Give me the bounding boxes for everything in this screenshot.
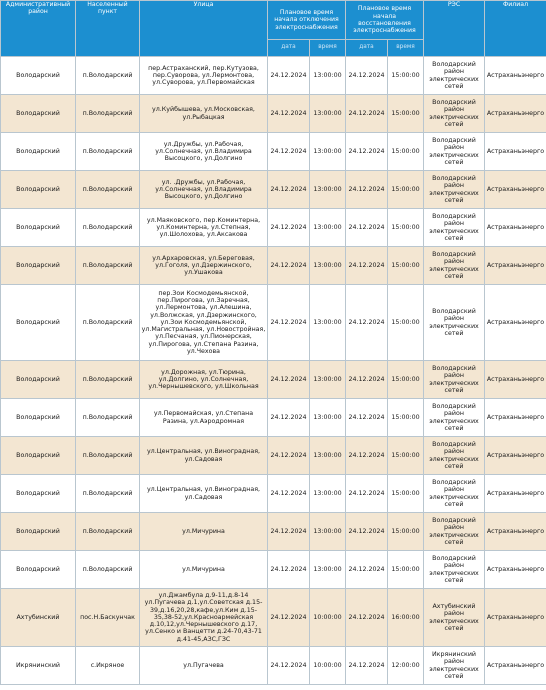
cell-res: Володарский район электрических сетей	[424, 551, 485, 589]
cell-res: Володарский район электрических сетей	[424, 475, 485, 513]
cell-off-date: 24.12.2024	[268, 209, 310, 247]
cell-off-time: 13:00:00	[310, 437, 346, 475]
cell-on-date: 24.12.2024	[346, 361, 388, 399]
table-row	[1, 399, 546, 437]
cell-settlement: п.Володарский	[76, 361, 140, 399]
cell-district: Володарский	[1, 437, 76, 475]
cell-off-time: 13:00:00	[310, 247, 346, 285]
cell-on-date: 24.12.2024	[346, 95, 388, 133]
cell-on-time: 15:00:00	[388, 361, 424, 399]
cell-off-time: 13:00:00	[310, 133, 346, 171]
cell-on-time: 15:00:00	[388, 133, 424, 171]
table-row	[1, 209, 546, 247]
cell-settlement: п.Володарский	[76, 247, 140, 285]
cell-settlement: п.Володарский	[76, 475, 140, 513]
table-row	[1, 437, 546, 475]
table-row	[1, 551, 546, 589]
cell-settlement: п.Володарский	[76, 437, 140, 475]
cell-on-time: 15:00:00	[388, 209, 424, 247]
header-res[interactable]: РЭС	[424, 1, 485, 57]
cell-district: Володарский	[1, 513, 76, 551]
cell-on-date: 24.12.2024	[346, 589, 388, 647]
cell-district: Володарский	[1, 247, 76, 285]
cell-res: Ахтубинский район электрических сетей	[424, 589, 485, 647]
cell-on-time: 15:00:00	[388, 475, 424, 513]
cell-off-date: 24.12.2024	[268, 513, 310, 551]
cell-off-date: 24.12.2024	[268, 647, 310, 685]
cell-res: Володарский район электрических сетей	[424, 133, 485, 171]
subheader-on-date: дата	[346, 40, 388, 57]
cell-on-time: 15:00:00	[388, 171, 424, 209]
cell-settlement: п.Володарский	[76, 399, 140, 437]
subheader-off-time: время	[310, 40, 346, 57]
cell-on-date: 24.12.2024	[346, 247, 388, 285]
cell-branch: Астраханьэнерго	[485, 133, 546, 171]
cell-street: ул.Мичурина	[140, 513, 268, 551]
cell-on-date: 24.12.2024	[346, 171, 388, 209]
subheader-off-date: дата	[268, 40, 310, 57]
cell-on-date: 24.12.2024	[346, 133, 388, 171]
cell-on-time: 15:00:00	[388, 513, 424, 551]
cell-street: ул.Джамбула д.9-11,д.8-14 ул.Пугачева д.1,ул.Советская д.15-39,д.16,20,28,кафе,ул.Ким д.15-35,38-52,ул.Красноармейская д.10,12,ул.Чернышевского д.17, ул.Сенко и Ванцетти д.24-70,43-71 д.41-45,АЗС,ГЗС	[140, 589, 268, 647]
cell-street: ул.Центральная, ул.Виноградная, ул.Садовая	[140, 437, 268, 475]
cell-district: Володарский	[1, 133, 76, 171]
cell-district: Володарский	[1, 551, 76, 589]
cell-off-time: 13:00:00	[310, 475, 346, 513]
cell-off-date: 24.12.2024	[268, 589, 310, 647]
cell-on-time: 15:00:00	[388, 551, 424, 589]
cell-settlement: п.Володарский	[76, 209, 140, 247]
cell-res: Володарский район электрических сетей	[424, 285, 485, 361]
cell-on-time: 15:00:00	[388, 399, 424, 437]
cell-on-time: 16:00:00	[388, 589, 424, 647]
cell-street: ул.Мичурина	[140, 551, 268, 589]
cell-on-time: 15:00:00	[388, 247, 424, 285]
table-row	[1, 247, 546, 285]
cell-off-time: 13:00:00	[310, 209, 346, 247]
table-row	[1, 285, 546, 361]
cell-district: Володарский	[1, 95, 76, 133]
cell-branch: Астраханьэнерго	[485, 437, 546, 475]
cell-off-time: 13:00:00	[310, 57, 346, 95]
cell-settlement: п.Володарский	[76, 551, 140, 589]
cell-off-date: 24.12.2024	[268, 437, 310, 475]
table-row	[1, 513, 546, 551]
cell-off-date: 24.12.2024	[268, 247, 310, 285]
cell-res: Володарский район электрических сетей	[424, 95, 485, 133]
table-row	[1, 57, 546, 95]
cell-on-date: 24.12.2024	[346, 475, 388, 513]
cell-res: Володарский район электрических сетей	[424, 399, 485, 437]
table-body	[1, 57, 546, 685]
table-row	[1, 475, 546, 513]
cell-on-date: 24.12.2024	[346, 57, 388, 95]
cell-branch: Астраханьэнерго	[485, 209, 546, 247]
cell-street: пер.Астраханский, пер.Кутузова, пер.Суворова, ул.Лермонтова, ул.Суворова, ул.Первомайская	[140, 57, 268, 95]
cell-on-time: 15:00:00	[388, 285, 424, 361]
cell-on-date: 24.12.2024	[346, 399, 388, 437]
cell-branch: Астраханьэнерго	[485, 247, 546, 285]
header-row	[1, 1, 546, 40]
cell-off-time: 13:00:00	[310, 513, 346, 551]
cell-off-date: 24.12.2024	[268, 285, 310, 361]
cell-street: ул.Маяковского, пер.Коминтерна, ул.Коминтерна, ул.Степная, ул.Шолохова, ул.Аксакова	[140, 209, 268, 247]
cell-settlement: п.Володарский	[76, 285, 140, 361]
cell-on-date: 24.12.2024	[346, 513, 388, 551]
cell-off-date: 24.12.2024	[268, 361, 310, 399]
cell-on-date: 24.12.2024	[346, 551, 388, 589]
cell-district: Володарский	[1, 399, 76, 437]
header-planned-off[interactable]: Плановое время начала отключения электроснабжения	[268, 1, 346, 40]
cell-res: Володарский район электрических сетей	[424, 437, 485, 475]
cell-branch: Астраханьэнерго	[485, 171, 546, 209]
cell-on-date: 24.12.2024	[346, 647, 388, 685]
cell-off-date: 24.12.2024	[268, 57, 310, 95]
cell-off-date: 24.12.2024	[268, 475, 310, 513]
cell-street: ул.Дружбы, ул.Рабочая, ул.Солнечная, ул.Владимира Высоцкого, ул.Долгино	[140, 133, 268, 171]
cell-branch: Астраханьэнерго	[485, 285, 546, 361]
cell-on-date: 24.12.2024	[346, 209, 388, 247]
table-row	[1, 171, 546, 209]
cell-street: пер.Зои Космодемьянской, пер.Пирогова, ул.Заречная, ул.Лермонтова, ул.Алешина, ул.Волжская, ул.Дзержинского, ул.Зои Космодемьянской, ул.Магистральная, ул.Новостройная, ул.Песчаная, ул.Пионерская, ул.Пирогова, ул.Степана Разина, ул.Чехова	[140, 285, 268, 361]
cell-district: Володарский	[1, 361, 76, 399]
cell-res: Володарский район электрических сетей	[424, 247, 485, 285]
cell-district: Володарский	[1, 57, 76, 95]
cell-off-date: 24.12.2024	[268, 133, 310, 171]
table-row	[1, 95, 546, 133]
cell-off-time: 13:00:00	[310, 95, 346, 133]
cell-district: Икрянинский	[1, 647, 76, 685]
cell-res: Володарский район электрических сетей	[424, 513, 485, 551]
cell-settlement: п.Володарский	[76, 133, 140, 171]
cell-street: ул.Пугачева	[140, 647, 268, 685]
cell-on-time: 15:00:00	[388, 437, 424, 475]
cell-branch: Астраханьэнерго	[485, 475, 546, 513]
cell-res: Володарский район электрических сетей	[424, 171, 485, 209]
header-planned-on[interactable]: Плановое время начала восстановления электроснабжения	[346, 1, 424, 40]
cell-res: Икрянинский район электрических сетей	[424, 647, 485, 685]
subheader-on-time: время	[388, 40, 424, 57]
cell-settlement: п.Володарский	[76, 95, 140, 133]
cell-settlement: п.Володарский	[76, 171, 140, 209]
cell-res: Володарский район электрических сетей	[424, 361, 485, 399]
cell-branch: Астраханьэнерго	[485, 95, 546, 133]
cell-street: ул.Первомайская, ул.Степана Разина, ул.Аэродромная	[140, 399, 268, 437]
cell-district: Володарский	[1, 285, 76, 361]
cell-street: ул. .Дружбы, ул.Рабочая, ул.Солнечная, ул.Владимира Высоцкого, ул.Долгино	[140, 171, 268, 209]
cell-branch: Астраханьэнерго	[485, 361, 546, 399]
cell-district: Ахтубинский	[1, 589, 76, 647]
cell-branch: Астраханьэнерго	[485, 513, 546, 551]
header-branch[interactable]: Филиал	[485, 1, 546, 57]
cell-on-date: 24.12.2024	[346, 285, 388, 361]
cell-district: Володарский	[1, 475, 76, 513]
cell-district: Володарский	[1, 171, 76, 209]
cell-off-date: 24.12.2024	[268, 95, 310, 133]
cell-on-time: 15:00:00	[388, 95, 424, 133]
cell-branch: Астраханьэнерго	[485, 589, 546, 647]
cell-settlement: пос.Н.Баскунчак	[76, 589, 140, 647]
cell-settlement: п.Володарский	[76, 513, 140, 551]
cell-off-time: 13:00:00	[310, 361, 346, 399]
cell-branch: Астраханьэнерго	[485, 647, 546, 685]
cell-off-time: 10:00:00	[310, 647, 346, 685]
cell-on-time: 15:00:00	[388, 57, 424, 95]
cell-branch: Астраханьэнерго	[485, 399, 546, 437]
cell-off-time: 13:00:00	[310, 551, 346, 589]
cell-off-time: 13:00:00	[310, 285, 346, 361]
cell-off-date: 24.12.2024	[268, 399, 310, 437]
cell-off-date: 24.12.2024	[268, 551, 310, 589]
cell-street: ул.Куйбышева, ул.Московская, ул.Рыбацкая	[140, 95, 268, 133]
table-row	[1, 361, 546, 399]
header-street[interactable]: Улица	[140, 1, 268, 57]
cell-street: ул.Архаровская, ул.Береговая, ул.Гоголя, ул.Дзержинского, ул.Ушакова	[140, 247, 268, 285]
header-settlement[interactable]: Населенный пункт	[76, 1, 140, 57]
table-row	[1, 133, 546, 171]
header-district[interactable]: Административный район	[1, 1, 76, 57]
cell-off-time: 13:00:00	[310, 399, 346, 437]
cell-res: Володарский район электрических сетей	[424, 57, 485, 95]
table-row	[1, 589, 546, 647]
table-row	[1, 647, 546, 685]
cell-on-time: 12:00:00	[388, 647, 424, 685]
cell-street: ул.Центральная, ул.Виноградная, ул.Садовая	[140, 475, 268, 513]
cell-district: Володарский	[1, 209, 76, 247]
cell-res: Володарский район электрических сетей	[424, 209, 485, 247]
cell-on-date: 24.12.2024	[346, 437, 388, 475]
cell-settlement: п.Володарский	[76, 57, 140, 95]
cell-settlement: с.Икряное	[76, 647, 140, 685]
cell-off-date: 24.12.2024	[268, 171, 310, 209]
cell-branch: Астраханьэнерго	[485, 551, 546, 589]
cell-branch: Астраханьэнерго	[485, 57, 546, 95]
cell-off-time: 10:00:00	[310, 589, 346, 647]
cell-off-time: 13:00:00	[310, 171, 346, 209]
cell-street: ул.Дорожная, ул.Тюрина, ул.Долгино, ул.Солнечная, ул.Чернышевского, ул.Школьная	[140, 361, 268, 399]
